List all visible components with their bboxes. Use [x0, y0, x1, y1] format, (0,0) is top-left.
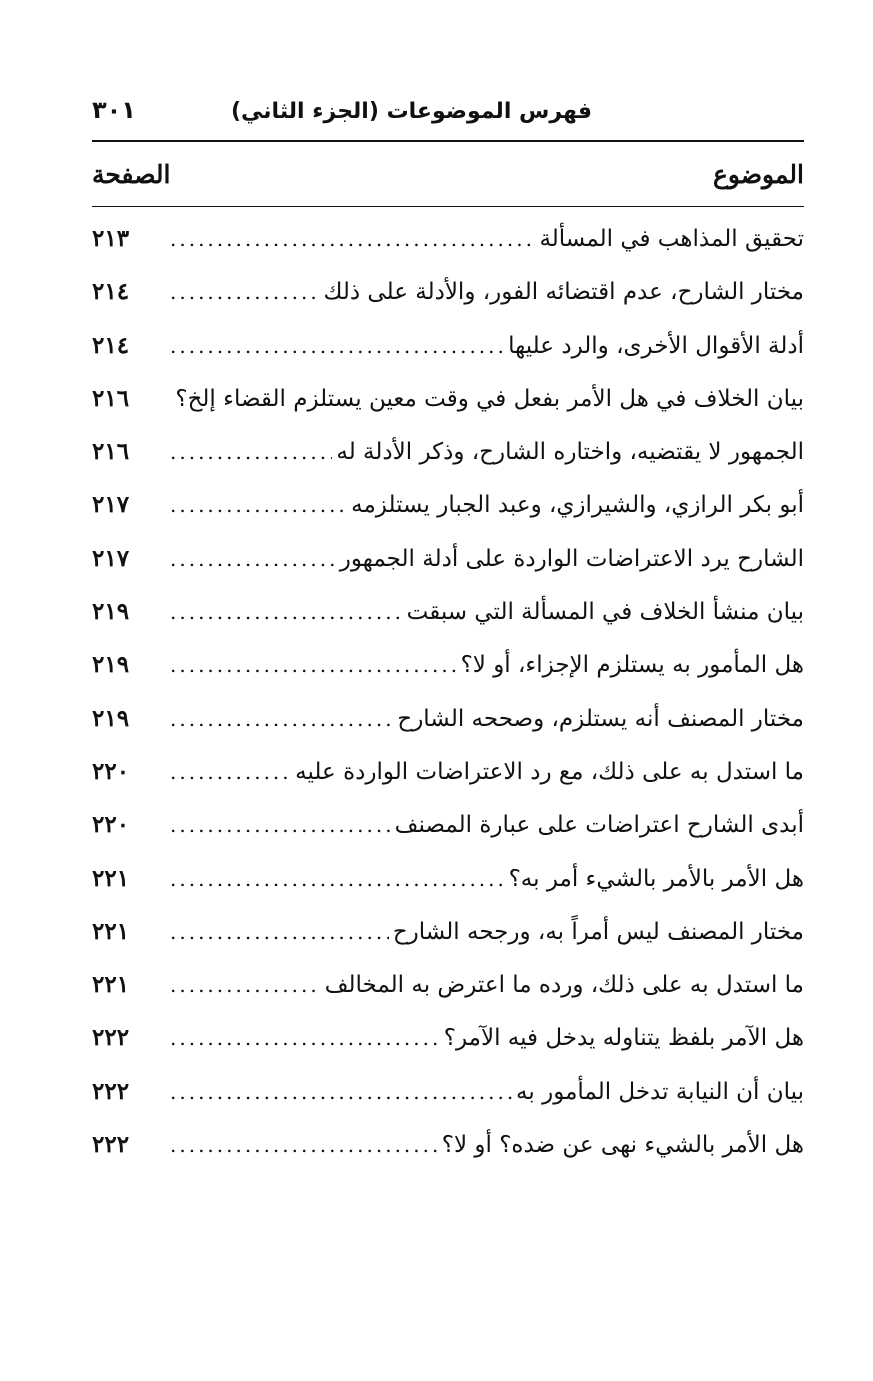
toc-entry-page: ٢١٩ — [92, 651, 130, 679]
topic-column-header: الموضوع — [713, 159, 804, 189]
toc-entry — [92, 545, 804, 598]
toc-entry-title: مختار الشارح، عدم اقتضائه الفور، والأدلة على ذلك — [323, 279, 804, 306]
dot-leader — [170, 973, 321, 997]
toc-entry-title: مختار المصنف أنه يستلزم، وصححه الشارح — [397, 705, 804, 732]
dot-leader — [170, 387, 171, 411]
dot-leader — [170, 813, 391, 837]
toc-entry-page: ٢٢٢ — [92, 1077, 130, 1105]
dot-leader — [170, 653, 457, 677]
toc-entry-page: ٢١٩ — [92, 598, 130, 626]
toc-entry-page: ٢١٣ — [92, 225, 130, 252]
toc-entry — [92, 278, 804, 331]
toc-entry — [92, 385, 804, 438]
toc-entry-title: الشارح يرد الاعتراضات الواردة على أدلة الجمهور — [339, 545, 804, 572]
dot-leader — [170, 760, 291, 784]
column-headers — [92, 142, 804, 206]
dot-leader — [170, 547, 336, 571]
toc-entry — [92, 651, 804, 704]
toc-entry-page: ٢١٤ — [92, 331, 130, 359]
toc-entry-page: ٢٢٠ — [92, 757, 130, 785]
toc-entry-page: ٢١٧ — [92, 491, 130, 519]
toc-entry-title: تحقيق المذاهب في المسألة — [539, 226, 804, 252]
toc-entry-title: ما استدل به على ذلك، مع رد الاعتراضات الواردة عليه — [295, 758, 804, 785]
toc-entry — [92, 438, 804, 491]
toc-entry-page: ٢١٦ — [92, 384, 130, 412]
toc-entry — [92, 758, 804, 811]
dot-leader — [170, 920, 389, 944]
dot-leader — [170, 1133, 438, 1157]
toc-entry-title: الجمهور لا يقتضيه، واختاره الشارح، وذكر الأدلة له — [336, 439, 804, 466]
toc-entry-page: ٢٢١ — [92, 864, 130, 892]
toc-entry — [92, 332, 804, 385]
toc-entry — [92, 1078, 804, 1131]
dot-leader — [170, 867, 505, 891]
running-title: فهرس الموضوعات (الجزء الثاني) — [230, 99, 592, 124]
toc-entry-page: ٢٢٢ — [92, 1024, 130, 1052]
toc-entry-page: ٢١٧ — [92, 544, 130, 572]
toc-entry-page: ٢١٤ — [92, 278, 130, 306]
column-header-rule — [92, 206, 804, 207]
toc-entry-title: هل الآمر بلفظ يتناوله يدخل فيه الآمر؟ — [443, 1025, 804, 1052]
toc-entry-title: بيان أن النيابة تدخل المأمور به — [516, 1078, 804, 1105]
dot-leader — [170, 707, 393, 731]
toc-entry-title: أبدى الشارح اعتراضات على عبارة المصنف — [394, 812, 804, 839]
dot-leader — [170, 334, 504, 358]
toc-entry — [92, 1024, 804, 1077]
toc-entry — [92, 1131, 804, 1184]
toc-entry-page: ٢٢٢ — [92, 1131, 130, 1159]
toc-entry-title: هل الأمر بالأمر بالشيء أمر به؟ — [508, 865, 804, 892]
toc-entry-title: بيان الخلاف في هل الأمر بفعل في وقت معين يستلزم القضاء إلخ؟ — [175, 385, 804, 412]
toc-entry-title: ما استدل به على ذلك، ورده ما اعترض به المخالف — [324, 972, 804, 999]
index-page — [92, 96, 804, 1184]
dot-leader — [170, 493, 347, 517]
toc-entry-title: هل الأمر بالشيء نهى عن ضده؟ أو لا؟ — [441, 1132, 804, 1159]
toc-entry-title: بيان منشأ الخلاف في المسألة التي سبقت — [406, 599, 804, 626]
toc-entry — [92, 225, 804, 278]
toc-entry-title: أدلة الأقوال الأخرى، والرد عليها — [508, 332, 804, 359]
toc-entry — [92, 811, 804, 864]
dot-leader — [170, 440, 332, 464]
toc-entry — [92, 491, 804, 544]
toc-entry — [92, 971, 804, 1024]
dot-leader — [170, 227, 535, 251]
toc-entry-title: أبو بكر الرازي، والشيرازي، وعبد الجبار يستلزمه — [351, 492, 804, 519]
toc-entry-page: ٢٢١ — [92, 971, 130, 999]
dot-leader — [170, 1080, 512, 1104]
dot-leader — [170, 600, 403, 624]
toc-entry-title: هل المأمور به يستلزم الإجزاء، أو لا؟ — [460, 652, 804, 679]
toc-entry-title: مختار المصنف ليس أمراً به، ورجحه الشارح — [392, 918, 804, 945]
dot-leader — [170, 1026, 440, 1050]
toc-entry — [92, 865, 804, 918]
toc-entry-page: ٢٢١ — [92, 917, 130, 945]
toc-entry — [92, 918, 804, 971]
toc-list — [92, 225, 804, 1184]
toc-entry — [92, 705, 804, 758]
toc-entry — [92, 598, 804, 651]
page-column-header: الصفحة — [92, 159, 171, 189]
toc-entry-page: ٢١٦ — [92, 438, 130, 466]
dot-leader — [170, 280, 319, 304]
page-number: ٣٠١ — [92, 96, 136, 124]
toc-entry-page: ٢١٩ — [92, 704, 130, 732]
running-header — [92, 96, 804, 140]
toc-entry-page: ٢٢٠ — [92, 811, 130, 839]
